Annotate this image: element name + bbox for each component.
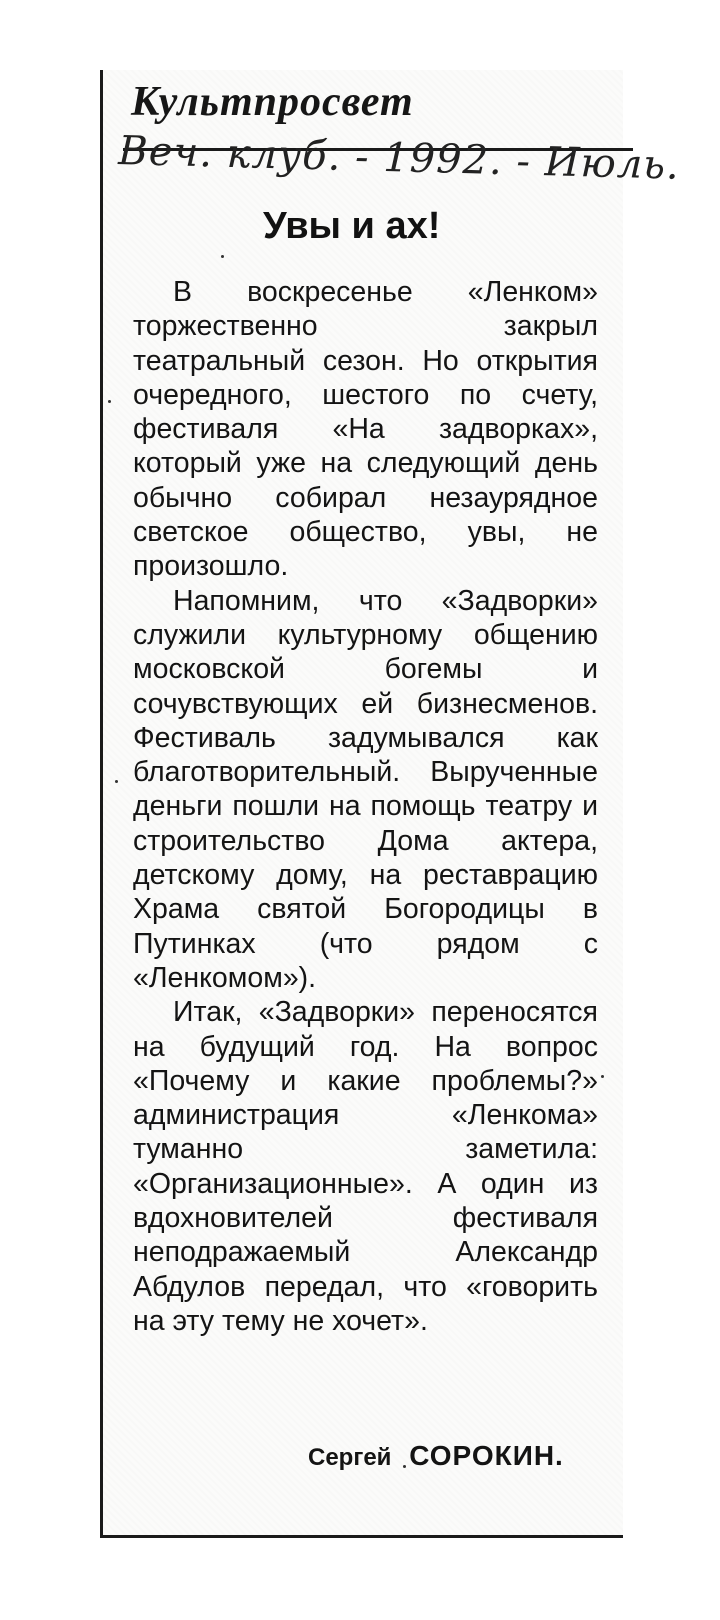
article-headline: Увы и ах! <box>263 205 441 247</box>
rubric-title: Культпросвет <box>131 79 414 125</box>
newspaper-clipping <box>100 70 681 1538</box>
handwritten-note: Веч. клуб. - 1992. - Июль. <box>117 128 681 189</box>
author-first-name: Сергей <box>308 1444 392 1471</box>
article-paragraph-1: В воскресенье «Ленком» торжественно закрыл театральный сезон. Но открытия очередного, шестого по счету, фестиваля «На задворках», который уже на следующий день обычно собирал незаурядное светское общество, увы, не произошло. <box>133 276 598 583</box>
print-speck <box>601 1075 604 1078</box>
print-speck <box>108 400 111 403</box>
print-speck <box>115 780 118 783</box>
print-speck <box>403 1465 406 1468</box>
article-body <box>133 275 598 1338</box>
author-signature <box>308 1440 564 1472</box>
article-paragraph-2: Напомним, что «Задворки» служили культурному общению московской богемы и сочувствующих ей бизнесменов. Фестиваль задумывался как благотворительный. Вырученные деньги пошли на помощь театру и строительство Дома актера, детскому дому, на реставрацию Храма святой Богородицы в Путинках (что рядом с «Ленкомом»). <box>133 584 598 994</box>
print-speck <box>221 255 224 258</box>
article-paragraph-3: Итак, «Задворки» переносятся на будущий год. На вопрос «Почему и какие проблемы?» администрация «Ленкома» туманно заметила: «Организационные». А один из вдохновителей фестиваля неподражаемый Александр Абдулов передал, что «говорить на эту тему не хочет». <box>133 996 598 1337</box>
author-last-name: СОРОКИН. <box>409 1440 564 1471</box>
